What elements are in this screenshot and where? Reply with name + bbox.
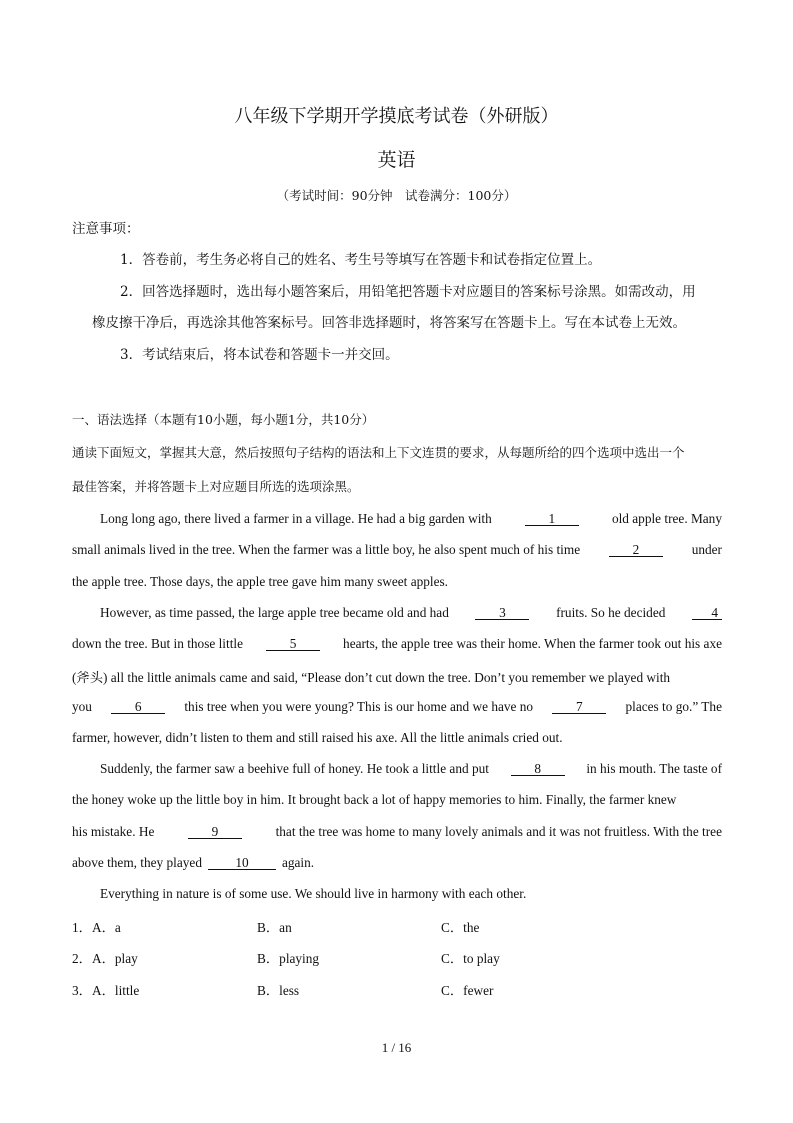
option-b[interactable]: B．an — [257, 920, 292, 935]
passage-line: you 6 this tree when you were young? This is our home and we have no 7 places to go.” The — [72, 699, 722, 714]
section-instructions-cont: 最佳答案，并将答题卡上对应题目所选的选项涂黑。 — [72, 479, 360, 494]
blank-10: 10 — [208, 856, 276, 870]
passage-line: However, as time passed, the large apple tree became old and had 3 fruits. So he decided 4 — [100, 605, 722, 621]
blank-7: 7 — [552, 700, 606, 714]
option-c[interactable]: C．the — [441, 920, 480, 935]
passage-line: Everything in nature is of some use. We should live in harmony with each other. — [100, 886, 527, 901]
notice-item-2: 2．回答选择题时，选出每小题答案后，用铅笔把答题卡对应题目的答案标号涂黑。如需改动，用 — [120, 284, 696, 300]
passage-line: Suddenly, the farmer saw a beehive full of honey. He took a little and put 8 in his mouth. The taste of — [100, 761, 722, 776]
blank-2: 2 — [609, 543, 663, 557]
passage-line: his mistake. He 9 that the tree was home to many lovely animals and it was not fruitless. With the tree — [72, 824, 722, 839]
passage-line: down the tree. But in those little 5 hearts, the apple tree was their home. When the farmer took out his axe — [72, 636, 722, 651]
notice-item-3: 3．考试结束后，将本试卷和答题卡一并交回。 — [120, 347, 399, 363]
page-number: 1 / 16 — [381, 1040, 412, 1055]
passage-line: the apple tree. Those days, the apple tree gave him many sweet apples. — [72, 574, 448, 589]
question-number: 3． — [72, 983, 92, 998]
notice-item-2-cont: 橡皮擦干净后，再选涂其他答案标号。回答非选择题时，将答案写在答题卡上。写在本试卷上无效。 — [92, 315, 686, 331]
blank-5: 5 — [266, 637, 320, 651]
section-heading: 一、语法选择（本题有10小题，每小题1分，共10分） — [72, 412, 375, 427]
option-a[interactable]: A．a — [92, 920, 121, 935]
question-number: 1． — [72, 920, 92, 935]
blank-8: 8 — [511, 762, 565, 776]
passage-line: farmer, however, didn’t listen to them and still raised his axe. All the little animals cried out. — [72, 730, 563, 745]
passage-line: above them, they played 10 again. — [72, 855, 315, 870]
section-instructions: 通读下面短文，掌握其大意，然后按照句子结构的语法和上下文连贯的要求，从每题所给的四个选项中选出一个 — [72, 445, 685, 460]
blank-3: 3 — [475, 606, 529, 620]
passage-line: (斧头) all the little animals came and said, “Please don’t cut down the tree. Don’t you remember we played with — [72, 670, 671, 685]
notice-item-1: 1．答卷前，考生务必将自己的姓名、考生号等填写在答题卡和试卷指定位置上。 — [120, 252, 602, 268]
blank-4: 4 — [692, 606, 722, 620]
option-a[interactable]: A．play — [92, 951, 138, 966]
subject-title: 英语 — [377, 149, 416, 171]
exam-title: 八年级下学期开学摸底考试卷（外研版） — [234, 106, 559, 127]
notice-heading: 注意事项： — [72, 221, 140, 237]
option-c[interactable]: C．fewer — [441, 983, 494, 998]
passage-line: the honey woke up the little boy in him. It brought back a lot of happy memories to him. Finally, the farmer knew — [72, 792, 677, 807]
passage-line: small animals lived in the tree. When the farmer was a little boy, he also spent much of his time 2 under — [72, 542, 722, 557]
question-number: 2． — [72, 951, 92, 966]
option-a[interactable]: A．little — [92, 983, 140, 998]
option-c[interactable]: C．to play — [441, 951, 500, 966]
blank-6: 6 — [111, 700, 165, 714]
blank-1: 1 — [525, 512, 579, 526]
passage-line: Long long ago, there lived a farmer in a village. He had a big garden with 1 old apple tree. Many — [100, 511, 722, 526]
option-b[interactable]: B．less — [257, 983, 300, 998]
exam-info: （考试时间：90分钟 试卷满分：100分） — [276, 188, 517, 203]
blank-9: 9 — [188, 825, 242, 839]
option-b[interactable]: B．playing — [257, 951, 320, 966]
